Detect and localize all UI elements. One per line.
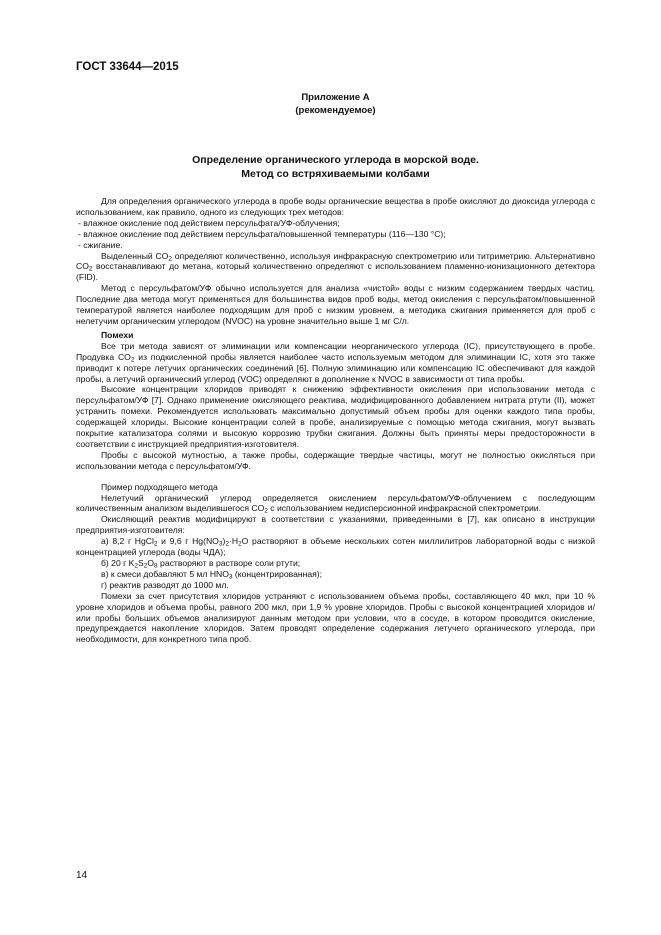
text-run: определяют количественно, используя инфракрасную спектрометрию или титриметрию. Альтернативно CO <box>76 250 595 272</box>
interference-heading: Помехи <box>101 329 134 340</box>
subscript: 2 <box>134 562 138 570</box>
title-line-1: Определение органического углерода в морской воде. <box>192 154 479 166</box>
persulfate-paragraph: Метод с персульфатом/УФ обычно используется для анализа «чистой» воды с низким содержанием твердых частиц. Последние два метода могут применяться для большинства видов проб воды, метод окисления с персульфатом/повышенной температурой является наиболее подходящим для проб с низким уровнем, а методика сжигания применяется для проб с нелетучим органическим углеродом (NVOC) на уровне значительно выше 1 мг С/л. <box>76 283 595 326</box>
text-run: и 9,6 г Hg(NO <box>157 536 219 547</box>
subscript: 2 <box>143 562 148 570</box>
text-run: Все три метода зависят от элиминации или компенсации неорганического углерода (IC), присутствующего в пробе. Продувка CO <box>76 340 595 362</box>
reagent-step-d: г) реактив разводят до 1000 мл. <box>101 579 229 590</box>
text-run: ) <box>222 536 226 547</box>
text-run: Нелетучий органический углерод определяется окислением персульфатом/УФ-облучением с последующим количественным анализом выделившегося CO <box>76 492 595 514</box>
appendix-type: (рекомендуемое) <box>295 105 376 116</box>
subscript: 2 <box>153 540 158 548</box>
example-paragraph-2: Окисляющий реактив модифицируют в соответствии с указаниями, приведенными в [7], как описано в инструкции предприятия-изготовителя: <box>76 514 595 536</box>
text-run: в) к смеси добавляют 5 мл HNO <box>101 568 229 579</box>
text-run: с использованием недисперсионной инфракрасной спектрометрии. <box>267 503 541 514</box>
document-body <box>76 196 595 645</box>
subscript: 2 <box>238 540 242 548</box>
text-run: Выделенный CO <box>101 250 169 261</box>
subscript: 3 <box>228 573 233 581</box>
text-run: ·H <box>228 536 239 547</box>
standard-header: ГОСТ 33644—2015 <box>76 61 179 73</box>
intro-paragraph: Для определения органического углерода в пробе воды органические вещества в пробе окисляют до диоксида углерода с использованием, как правило, одного из следующих трех методов: <box>76 196 595 217</box>
page-number: 14 <box>76 870 88 881</box>
reagent-step-a <box>76 536 595 558</box>
title-line-2: Метод со встряхиваемыми колбами <box>241 168 430 180</box>
text-run: а) 8,2 г HgCl <box>101 536 154 547</box>
text-run: растворяют в растворе соли ртути; <box>157 558 301 568</box>
co2-paragraph <box>76 251 595 284</box>
interference-paragraph-3: Пробы с высокой мутностью, а также пробы, содержащие твердые частицы, могут не полностью окисляться при использовании метода с персульфатом/УФ. <box>76 449 595 471</box>
subscript: 2 <box>130 356 135 364</box>
subscript: 2 <box>225 540 229 548</box>
example-paragraph-3: Помехи за счет присутствия хлоридов устраняют с использованием объема пробы, составляющего 40 мкл, при 10 % уровне хлоридов и объема пробы, равного 200 мкл, при 1,9 % уровне хлоридов. Пробы с высокой концентрацией хлоридов и/или пробы больших объемов анализируют данным методом при условии, что в сосуде, в котором проводится окисление, предупреждается накопление хлоридов. Затем проводят определение содержания летучего органического углерода, при необходимости, для конкретного типа проб. <box>76 590 595 645</box>
text-run: O <box>147 558 155 568</box>
reagent-step-c <box>76 569 595 580</box>
reagent-step-b <box>76 558 595 569</box>
method-item: - влажное окисление под действием персульфата/УФ-облучения; <box>78 217 340 228</box>
appendix-heading <box>76 91 595 117</box>
method-item: - влажное окисление под действием персульфата/повышенной температуры (116—130 °C); <box>78 228 446 239</box>
text-run: (концентрированная); <box>232 568 323 579</box>
method-item: - сжигание. <box>78 239 123 250</box>
subscript: 2 <box>264 507 268 515</box>
interference-paragraph-2: Высокие концентрации хлоридов приводят к снижению эффективности окисления при использовании метода с персульфатом/УФ [7]. Однако применение окисляющего реактива, модифицированного добавлением нитрата ртути (II), может устранить помехи. Рекомендуется использовать максимально допустимый объем пробы для оценки каждого типа пробы, содержащей хлориды. Высокие концентрации солей в пробе, анализируемые с помощью метода сжигания, могут вызвать покрытие катализатора солями и высокую коррозию трубки сжигания. Должны быть приняты меры предосторожности в соответствии с инструкцией предприятия-изготовителя. <box>76 384 595 449</box>
subscript: 2 <box>88 265 93 273</box>
text-run: из подкисленной пробы является наиболее часто используемым методом для элиминации IC, хотя это также приводит к потере летучих органических соединений [6]. Полную элиминацию или компенсацию IC обеспечивают для каждой пробы, а летучий органический углерод (VOC) определяют в дополнение к NVOC в зависимости от типа пробы. <box>76 351 595 384</box>
example-paragraph-1 <box>76 493 595 515</box>
text-run: восстанавливают до метана, который количественно определяют с использованием пламенно-ионизационного детектора (FID). <box>76 261 595 283</box>
example-heading: Пример подходящего метода <box>101 481 218 492</box>
interference-paragraph-1 <box>76 341 595 385</box>
text-run: S <box>138 558 144 568</box>
section-title <box>76 153 595 181</box>
subscript: 8 <box>154 562 158 570</box>
text-run: б) 20 г K <box>101 558 135 568</box>
subscript: 3 <box>218 540 223 548</box>
appendix-label: Приложение А <box>301 92 370 103</box>
subscript: 2 <box>168 255 172 263</box>
text-run: O растворяют в объеме нескольких сотен миллилитров лабораторной воды с низкой концентрацией углерода (воды ЧДА); <box>76 536 595 558</box>
